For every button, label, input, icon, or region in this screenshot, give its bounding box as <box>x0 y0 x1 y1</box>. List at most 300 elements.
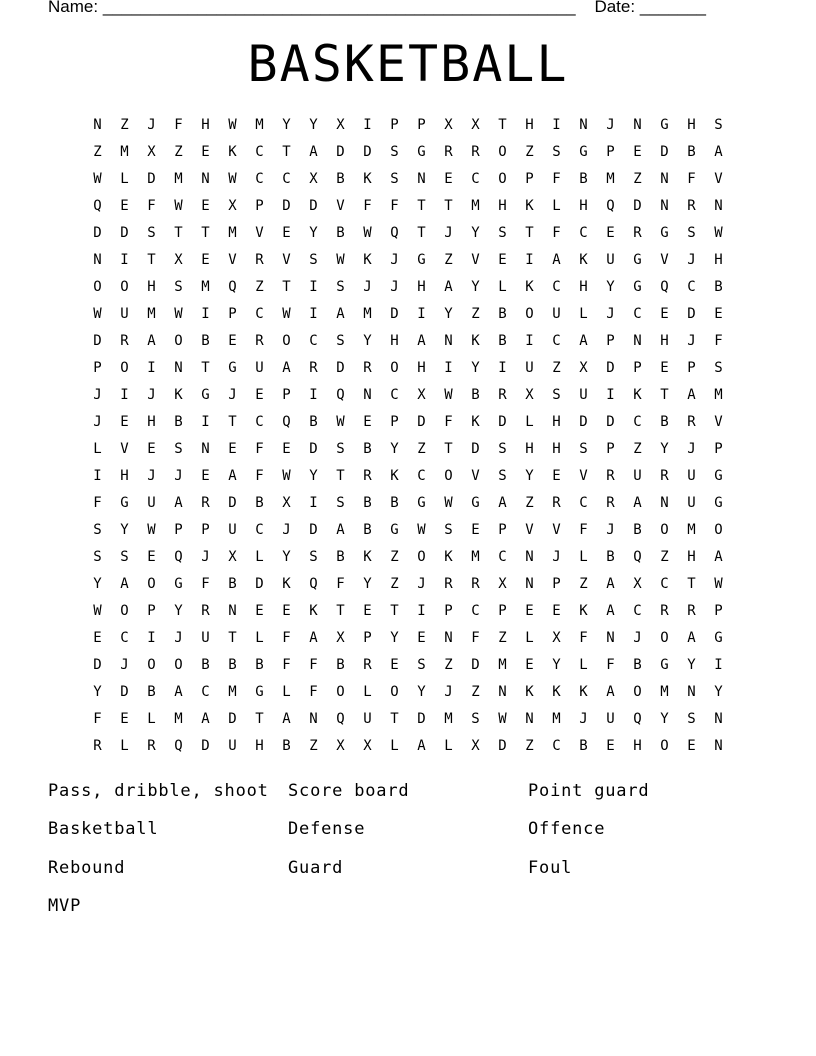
grid-cell[interactable]: X <box>444 117 453 133</box>
grid-cell[interactable]: D <box>363 144 372 160</box>
grid-cell[interactable]: E <box>228 333 237 349</box>
grid-cell[interactable]: G <box>579 144 588 160</box>
grid-cell[interactable]: T <box>174 225 183 241</box>
grid-cell[interactable]: G <box>228 360 237 376</box>
grid-cell[interactable]: O <box>120 279 129 295</box>
grid-cell[interactable]: H <box>390 333 399 349</box>
grid-cell[interactable]: E <box>228 441 237 457</box>
grid-cell[interactable]: K <box>471 333 480 349</box>
grid-cell[interactable]: N <box>309 711 318 727</box>
grid-cell[interactable]: X <box>471 738 480 754</box>
grid-cell[interactable]: B <box>471 387 480 403</box>
grid-cell[interactable]: C <box>552 333 561 349</box>
grid-cell[interactable]: X <box>282 495 291 511</box>
grid-cell[interactable]: A <box>336 522 345 538</box>
grid-cell[interactable]: E <box>633 144 642 160</box>
grid-cell[interactable]: Q <box>336 711 345 727</box>
grid-cell[interactable]: B <box>309 414 318 430</box>
grid-cell[interactable]: F <box>255 468 264 484</box>
grid-cell[interactable]: R <box>660 468 669 484</box>
grid-cell[interactable]: P <box>606 144 615 160</box>
grid-cell[interactable]: J <box>606 306 615 322</box>
grid-cell[interactable]: M <box>552 711 561 727</box>
grid-cell[interactable]: J <box>606 117 615 133</box>
grid-cell[interactable]: O <box>633 684 642 700</box>
grid-cell[interactable]: Z <box>525 738 534 754</box>
grid-cell[interactable]: P <box>498 522 507 538</box>
grid-cell[interactable]: D <box>309 522 318 538</box>
grid-cell[interactable]: S <box>498 468 507 484</box>
grid-cell[interactable]: O <box>174 657 183 673</box>
grid-cell[interactable]: E <box>714 306 723 322</box>
grid-cell[interactable]: P <box>390 414 399 430</box>
grid-cell[interactable]: C <box>579 495 588 511</box>
grid-cell[interactable]: S <box>336 495 345 511</box>
grid-cell[interactable]: A <box>444 279 453 295</box>
grid-cell[interactable]: R <box>147 738 156 754</box>
grid-cell[interactable]: S <box>552 387 561 403</box>
grid-cell[interactable]: E <box>660 360 669 376</box>
grid-cell[interactable]: P <box>363 630 372 646</box>
grid-cell[interactable]: Z <box>255 279 264 295</box>
grid-cell[interactable]: D <box>633 198 642 214</box>
grid-cell[interactable]: B <box>228 657 237 673</box>
grid-cell[interactable]: E <box>147 441 156 457</box>
grid-cell[interactable]: A <box>606 576 615 592</box>
grid-cell[interactable]: K <box>228 144 237 160</box>
grid-cell[interactable]: C <box>282 171 291 187</box>
grid-cell[interactable]: G <box>471 495 480 511</box>
grid-cell[interactable]: T <box>228 630 237 646</box>
grid-cell[interactable]: I <box>552 117 561 133</box>
grid-cell[interactable]: S <box>336 333 345 349</box>
grid-cell[interactable]: Z <box>444 252 453 268</box>
grid-cell[interactable]: J <box>687 441 696 457</box>
grid-cell[interactable]: V <box>552 522 561 538</box>
grid-cell[interactable]: S <box>93 522 102 538</box>
grid-cell[interactable]: O <box>174 333 183 349</box>
grid-cell[interactable]: Q <box>228 279 237 295</box>
grid-cell[interactable]: R <box>309 360 318 376</box>
grid-cell[interactable]: S <box>471 711 480 727</box>
grid-cell[interactable]: I <box>525 252 534 268</box>
grid-cell[interactable]: B <box>201 657 210 673</box>
grid-cell[interactable]: N <box>444 630 453 646</box>
grid-cell[interactable]: O <box>525 306 534 322</box>
grid-cell[interactable]: E <box>201 468 210 484</box>
grid-cell[interactable]: F <box>471 630 480 646</box>
grid-cell[interactable]: Q <box>93 198 102 214</box>
grid-cell[interactable]: G <box>120 495 129 511</box>
grid-cell[interactable]: I <box>120 252 129 268</box>
grid-cell[interactable]: D <box>120 684 129 700</box>
grid-cell[interactable]: D <box>606 360 615 376</box>
grid-cell[interactable]: T <box>525 225 534 241</box>
grid-cell[interactable]: H <box>633 738 642 754</box>
grid-cell[interactable]: R <box>201 603 210 619</box>
grid-cell[interactable]: O <box>336 684 345 700</box>
grid-cell[interactable]: A <box>201 711 210 727</box>
grid-cell[interactable]: H <box>579 198 588 214</box>
grid-cell[interactable]: L <box>282 684 291 700</box>
grid-cell[interactable]: O <box>93 279 102 295</box>
grid-cell[interactable]: D <box>687 306 696 322</box>
grid-cell[interactable]: G <box>417 252 426 268</box>
grid-cell[interactable]: L <box>525 630 534 646</box>
grid-cell[interactable]: H <box>660 333 669 349</box>
grid-cell[interactable]: V <box>120 441 129 457</box>
grid-cell[interactable]: I <box>417 603 426 619</box>
grid-cell[interactable]: W <box>147 522 156 538</box>
grid-cell[interactable]: J <box>390 252 399 268</box>
grid-cell[interactable]: Q <box>633 711 642 727</box>
grid-cell[interactable]: A <box>714 549 723 565</box>
grid-cell[interactable]: F <box>309 684 318 700</box>
grid-cell[interactable]: E <box>552 468 561 484</box>
grid-cell[interactable]: U <box>255 360 264 376</box>
grid-cell[interactable]: Z <box>525 495 534 511</box>
grid-cell[interactable]: Y <box>417 684 426 700</box>
grid-cell[interactable]: H <box>147 279 156 295</box>
name-blank[interactable]: __________________________________________________ <box>102 0 576 16</box>
grid-cell[interactable]: W <box>714 576 723 592</box>
grid-cell[interactable]: A <box>120 576 129 592</box>
grid-cell[interactable]: F <box>309 657 318 673</box>
grid-cell[interactable]: Y <box>471 279 480 295</box>
grid-cell[interactable]: T <box>282 279 291 295</box>
grid-cell[interactable]: A <box>417 738 426 754</box>
grid-cell[interactable]: S <box>444 522 453 538</box>
grid-cell[interactable]: X <box>579 360 588 376</box>
grid-cell[interactable]: K <box>633 387 642 403</box>
grid-cell[interactable]: K <box>579 684 588 700</box>
grid-cell[interactable]: O <box>660 522 669 538</box>
grid-cell[interactable]: J <box>687 333 696 349</box>
grid-cell[interactable]: L <box>390 738 399 754</box>
grid-cell[interactable]: Z <box>174 144 183 160</box>
grid-cell[interactable]: X <box>498 576 507 592</box>
grid-cell[interactable]: C <box>255 522 264 538</box>
grid-cell[interactable]: Q <box>174 738 183 754</box>
grid-cell[interactable]: B <box>147 684 156 700</box>
grid-cell[interactable]: P <box>714 441 723 457</box>
grid-cell[interactable]: H <box>714 252 723 268</box>
grid-cell[interactable]: R <box>633 225 642 241</box>
grid-cell[interactable]: F <box>363 198 372 214</box>
grid-cell[interactable]: W <box>93 306 102 322</box>
grid-cell[interactable]: J <box>174 468 183 484</box>
grid-cell[interactable]: E <box>444 171 453 187</box>
grid-cell[interactable]: V <box>579 468 588 484</box>
grid-cell[interactable]: W <box>498 711 507 727</box>
grid-cell[interactable]: I <box>309 306 318 322</box>
grid-cell[interactable]: C <box>255 414 264 430</box>
grid-cell[interactable]: T <box>336 603 345 619</box>
grid-cell[interactable]: C <box>552 738 561 754</box>
grid-cell[interactable]: K <box>363 549 372 565</box>
grid-cell[interactable]: S <box>498 441 507 457</box>
grid-cell[interactable]: D <box>309 198 318 214</box>
grid-cell[interactable]: R <box>93 738 102 754</box>
grid-cell[interactable]: S <box>390 171 399 187</box>
grid-cell[interactable]: I <box>201 414 210 430</box>
grid-cell[interactable]: D <box>93 657 102 673</box>
grid-cell[interactable]: W <box>336 252 345 268</box>
grid-cell[interactable]: S <box>174 441 183 457</box>
grid-cell[interactable]: R <box>498 387 507 403</box>
grid-cell[interactable]: B <box>579 171 588 187</box>
grid-cell[interactable]: Y <box>660 711 669 727</box>
grid-cell[interactable]: Y <box>309 225 318 241</box>
grid-cell[interactable]: T <box>201 360 210 376</box>
grid-cell[interactable]: V <box>228 252 237 268</box>
grid-cell[interactable]: D <box>417 414 426 430</box>
grid-cell[interactable]: O <box>390 360 399 376</box>
grid-cell[interactable]: H <box>417 360 426 376</box>
grid-cell[interactable]: S <box>714 117 723 133</box>
grid-cell[interactable]: Z <box>552 360 561 376</box>
grid-cell[interactable]: M <box>228 225 237 241</box>
grid-cell[interactable]: E <box>417 630 426 646</box>
grid-cell[interactable]: B <box>390 495 399 511</box>
grid-cell[interactable]: G <box>417 495 426 511</box>
grid-cell[interactable]: D <box>228 495 237 511</box>
grid-cell[interactable]: E <box>498 252 507 268</box>
grid-cell[interactable]: I <box>309 279 318 295</box>
grid-cell[interactable]: W <box>417 522 426 538</box>
grid-cell[interactable]: Z <box>525 144 534 160</box>
grid-cell[interactable]: W <box>282 306 291 322</box>
grid-cell[interactable]: J <box>201 549 210 565</box>
grid-cell[interactable]: N <box>606 630 615 646</box>
grid-cell[interactable]: T <box>444 198 453 214</box>
grid-cell[interactable]: H <box>120 468 129 484</box>
grid-cell[interactable]: Y <box>309 468 318 484</box>
grid-cell[interactable]: Z <box>309 738 318 754</box>
grid-cell[interactable]: B <box>498 333 507 349</box>
grid-cell[interactable]: K <box>363 171 372 187</box>
grid-cell[interactable]: U <box>201 630 210 646</box>
grid-cell[interactable]: W <box>228 117 237 133</box>
grid-cell[interactable]: R <box>687 414 696 430</box>
grid-cell[interactable]: B <box>336 171 345 187</box>
grid-cell[interactable]: E <box>120 711 129 727</box>
grid-cell[interactable]: A <box>309 144 318 160</box>
grid-cell[interactable]: Z <box>390 576 399 592</box>
grid-cell[interactable]: Z <box>633 441 642 457</box>
grid-cell[interactable]: N <box>525 711 534 727</box>
grid-cell[interactable]: D <box>120 225 129 241</box>
grid-cell[interactable]: F <box>579 630 588 646</box>
grid-cell[interactable]: A <box>174 684 183 700</box>
grid-cell[interactable]: U <box>552 306 561 322</box>
grid-cell[interactable]: P <box>687 360 696 376</box>
grid-cell[interactable]: A <box>552 252 561 268</box>
grid-cell[interactable]: Y <box>93 576 102 592</box>
grid-cell[interactable]: J <box>633 630 642 646</box>
grid-cell[interactable]: K <box>174 387 183 403</box>
grid-cell[interactable]: N <box>93 117 102 133</box>
grid-cell[interactable]: O <box>498 144 507 160</box>
grid-cell[interactable]: U <box>147 495 156 511</box>
grid-cell[interactable]: L <box>444 738 453 754</box>
grid-cell[interactable]: C <box>120 630 129 646</box>
grid-cell[interactable]: J <box>579 711 588 727</box>
grid-cell[interactable]: P <box>633 360 642 376</box>
grid-cell[interactable]: L <box>255 549 264 565</box>
grid-cell[interactable]: J <box>687 252 696 268</box>
grid-cell[interactable]: H <box>525 441 534 457</box>
grid-cell[interactable]: R <box>363 657 372 673</box>
grid-cell[interactable]: U <box>606 252 615 268</box>
grid-cell[interactable]: W <box>93 603 102 619</box>
grid-cell[interactable]: Y <box>282 117 291 133</box>
grid-cell[interactable]: F <box>93 495 102 511</box>
grid-cell[interactable]: U <box>606 711 615 727</box>
grid-cell[interactable]: L <box>120 738 129 754</box>
grid-cell[interactable]: G <box>660 657 669 673</box>
grid-cell[interactable]: J <box>606 522 615 538</box>
grid-cell[interactable]: E <box>552 603 561 619</box>
grid-cell[interactable]: R <box>606 495 615 511</box>
grid-cell[interactable]: N <box>228 603 237 619</box>
grid-cell[interactable]: S <box>120 549 129 565</box>
grid-cell[interactable]: E <box>390 657 399 673</box>
grid-cell[interactable]: P <box>444 603 453 619</box>
grid-cell[interactable]: C <box>309 333 318 349</box>
grid-cell[interactable]: C <box>552 279 561 295</box>
grid-cell[interactable]: Y <box>120 522 129 538</box>
grid-cell[interactable]: A <box>147 333 156 349</box>
grid-cell[interactable]: F <box>687 171 696 187</box>
grid-cell[interactable]: J <box>93 387 102 403</box>
grid-cell[interactable]: F <box>390 198 399 214</box>
grid-cell[interactable]: L <box>579 549 588 565</box>
grid-cell[interactable]: I <box>147 360 156 376</box>
grid-cell[interactable]: L <box>552 198 561 214</box>
grid-cell[interactable]: E <box>255 603 264 619</box>
grid-cell[interactable]: N <box>687 684 696 700</box>
grid-cell[interactable]: W <box>714 225 723 241</box>
grid-cell[interactable]: R <box>255 333 264 349</box>
grid-cell[interactable]: A <box>417 333 426 349</box>
grid-cell[interactable]: X <box>552 630 561 646</box>
grid-cell[interactable]: W <box>174 306 183 322</box>
grid-cell[interactable]: E <box>282 441 291 457</box>
grid-cell[interactable]: X <box>417 387 426 403</box>
grid-cell[interactable]: B <box>660 414 669 430</box>
grid-cell[interactable]: R <box>660 603 669 619</box>
grid-cell[interactable]: U <box>687 495 696 511</box>
grid-cell[interactable]: Y <box>525 468 534 484</box>
grid-cell[interactable]: J <box>147 387 156 403</box>
grid-cell[interactable]: G <box>390 522 399 538</box>
grid-cell[interactable]: R <box>687 603 696 619</box>
grid-cell[interactable]: K <box>552 684 561 700</box>
grid-cell[interactable]: R <box>606 468 615 484</box>
grid-cell[interactable]: D <box>93 333 102 349</box>
grid-cell[interactable]: N <box>498 684 507 700</box>
grid-cell[interactable]: A <box>282 360 291 376</box>
grid-cell[interactable]: O <box>714 522 723 538</box>
grid-cell[interactable]: D <box>147 171 156 187</box>
grid-cell[interactable]: A <box>228 468 237 484</box>
grid-cell[interactable]: T <box>201 225 210 241</box>
grid-cell[interactable]: W <box>228 171 237 187</box>
grid-cell[interactable]: M <box>255 117 264 133</box>
grid-cell[interactable]: B <box>363 495 372 511</box>
grid-cell[interactable]: N <box>417 171 426 187</box>
grid-cell[interactable]: E <box>363 603 372 619</box>
grid-cell[interactable]: E <box>201 144 210 160</box>
grid-cell[interactable]: P <box>714 603 723 619</box>
grid-cell[interactable]: E <box>363 414 372 430</box>
grid-cell[interactable]: X <box>309 171 318 187</box>
grid-cell[interactable]: B <box>255 495 264 511</box>
grid-cell[interactable]: C <box>471 603 480 619</box>
grid-cell[interactable]: A <box>633 495 642 511</box>
grid-cell[interactable]: H <box>147 414 156 430</box>
grid-cell[interactable]: D <box>228 711 237 727</box>
grid-cell[interactable]: K <box>579 252 588 268</box>
grid-cell[interactable]: B <box>336 225 345 241</box>
grid-cell[interactable]: A <box>687 387 696 403</box>
grid-cell[interactable]: O <box>660 738 669 754</box>
grid-cell[interactable]: A <box>606 603 615 619</box>
grid-cell[interactable]: N <box>93 252 102 268</box>
grid-cell[interactable]: D <box>93 225 102 241</box>
grid-cell[interactable]: J <box>147 468 156 484</box>
grid-cell[interactable]: E <box>606 738 615 754</box>
grid-cell[interactable]: P <box>390 117 399 133</box>
grid-cell[interactable]: G <box>660 117 669 133</box>
grid-cell[interactable]: E <box>255 387 264 403</box>
grid-cell[interactable]: F <box>336 576 345 592</box>
grid-cell[interactable]: Z <box>417 441 426 457</box>
grid-cell[interactable]: C <box>390 387 399 403</box>
grid-cell[interactable]: H <box>687 117 696 133</box>
grid-cell[interactable]: I <box>147 630 156 646</box>
grid-cell[interactable]: G <box>633 279 642 295</box>
grid-cell[interactable]: C <box>255 306 264 322</box>
grid-cell[interactable]: A <box>687 630 696 646</box>
grid-cell[interactable]: Z <box>498 630 507 646</box>
grid-cell[interactable]: N <box>579 117 588 133</box>
grid-cell[interactable]: B <box>633 657 642 673</box>
grid-cell[interactable]: N <box>660 171 669 187</box>
grid-cell[interactable]: M <box>444 711 453 727</box>
grid-cell[interactable]: M <box>471 198 480 214</box>
grid-cell[interactable]: N <box>174 360 183 376</box>
grid-cell[interactable]: Z <box>93 144 102 160</box>
grid-cell[interactable]: V <box>660 252 669 268</box>
grid-cell[interactable]: M <box>714 387 723 403</box>
grid-cell[interactable]: Y <box>444 306 453 322</box>
grid-cell[interactable]: V <box>471 468 480 484</box>
grid-cell[interactable]: N <box>363 387 372 403</box>
grid-cell[interactable]: N <box>444 333 453 349</box>
grid-cell[interactable]: R <box>255 252 264 268</box>
grid-cell[interactable]: Q <box>606 198 615 214</box>
grid-cell[interactable]: R <box>444 144 453 160</box>
grid-cell[interactable]: H <box>255 738 264 754</box>
grid-cell[interactable]: E <box>525 657 534 673</box>
grid-cell[interactable]: J <box>444 684 453 700</box>
grid-cell[interactable]: S <box>336 441 345 457</box>
grid-cell[interactable]: M <box>174 171 183 187</box>
grid-cell[interactable]: C <box>660 576 669 592</box>
grid-cell[interactable]: D <box>282 198 291 214</box>
